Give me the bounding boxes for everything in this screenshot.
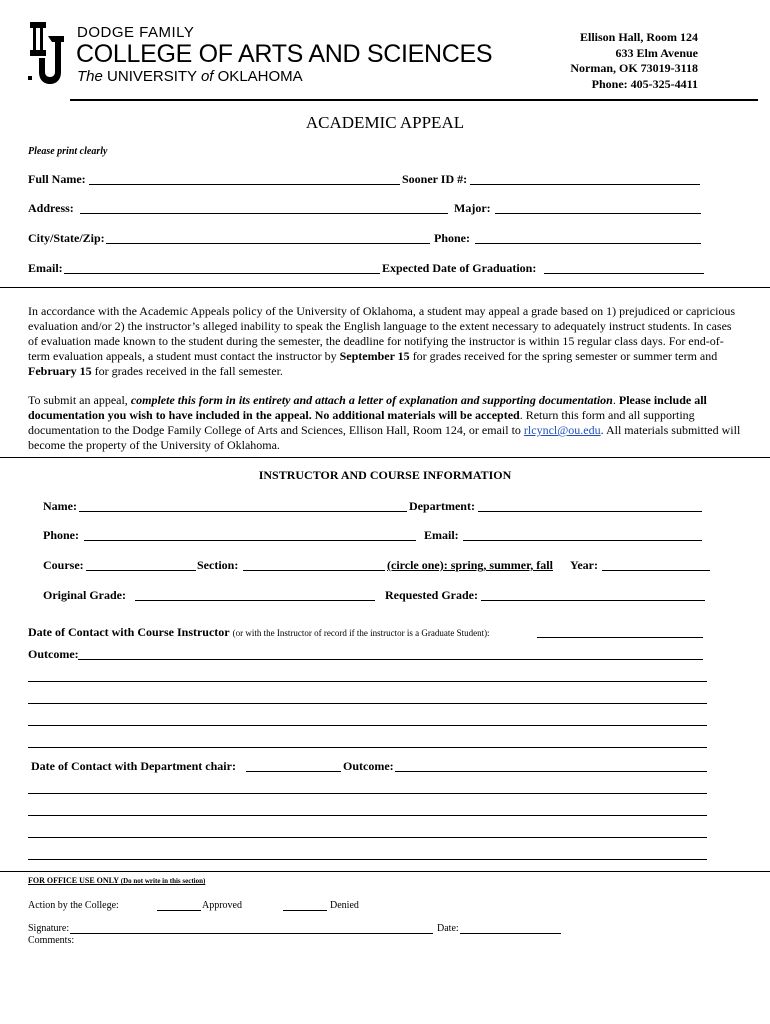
chair-outcome-field[interactable] [395, 771, 707, 772]
submit-text: To submit an appeal, [28, 393, 131, 407]
sooner-id-field[interactable] [470, 184, 700, 185]
course-field[interactable] [86, 570, 196, 571]
city-state-zip-label: City/State/Zip: [28, 231, 105, 245]
action-label: Action by the College: [28, 900, 119, 911]
instructor-outcome-field[interactable] [78, 659, 703, 660]
requested-grade-field[interactable] [481, 600, 705, 601]
year-label: Year: [570, 558, 598, 572]
requested-grade-label: Requested Grade: [385, 588, 478, 602]
chair-contact-label: Date of Contact with Department chair: [31, 759, 236, 773]
year-field[interactable] [602, 570, 710, 571]
submit-emphasis: complete this form in its entirety and attach a letter of explanation and supporting documentation [130, 393, 613, 407]
chair-outcome-line[interactable] [28, 815, 707, 816]
form-title: ACADEMIC APPEAL [305, 113, 465, 132]
expected-graduation-field[interactable] [544, 273, 704, 274]
approved-blank[interactable] [157, 910, 201, 911]
ou-logo [26, 18, 70, 88]
expected-graduation-label: Expected Date of Graduation: [382, 261, 537, 275]
original-grade-field[interactable] [135, 600, 375, 601]
major-field[interactable] [495, 213, 701, 214]
denied-blank[interactable] [283, 910, 327, 911]
office-use-note: (Do not write in this section) [120, 877, 206, 885]
instructor-outcome-line[interactable] [28, 703, 707, 704]
uni-the: The [77, 68, 103, 85]
header-college-name: COLLEGE OF ARTS AND SCIENCES [76, 40, 493, 68]
header-divider [70, 99, 758, 101]
submit-paragraph [28, 393, 743, 453]
office-address [438, 30, 698, 92]
department-label: Department: [409, 499, 475, 513]
comments-label: Comments: [28, 935, 75, 946]
policy-date-fall: February 15 [28, 364, 92, 378]
instructor-email-field[interactable] [463, 540, 702, 541]
phone-field[interactable] [475, 243, 701, 244]
chair-outcome-line[interactable] [28, 793, 707, 794]
instructor-name-label: Name: [43, 499, 77, 513]
address-line: Ellison Hall, Room 124 [579, 30, 698, 44]
submit-bold: Please include all documentation you wish to have included in the appeal. No additional materials will be accepted [28, 393, 707, 422]
signature-field[interactable] [70, 933, 433, 934]
term-circle-one[interactable]: (circle one): spring, summer, fall [387, 558, 553, 572]
policy-text: for grades received in the fall semester. [91, 364, 283, 378]
address-line: 633 Elm Avenue [615, 45, 698, 60]
section-divider [0, 287, 770, 288]
section-label: Section: [197, 558, 239, 572]
policy-date-spring: September 15 [339, 349, 410, 363]
policy-text: In accordance with the Academic Appeals policy of the University of Oklahoma, a student may appeal a grade based on 1) prejudiced or capricious evaluation and/or 2) the instructor’s alleged inability to speak the English language to the extent necessary to adequately instruct students. In cases of evaluation made known to the student during the semester, the deadline for notifying the instructor is within 15 regular class days. For end-of-term evaluation appeals, a student must contact the instructor by [28, 304, 736, 363]
header-university [77, 68, 303, 85]
approved-label: Approved [202, 900, 242, 911]
instructor-outcome-line[interactable] [28, 725, 707, 726]
instructor-outcome-line[interactable] [28, 747, 707, 748]
instructor-email-label: Email: [424, 528, 459, 542]
address-line: Phone: 405-325-4411 [591, 76, 698, 91]
city-state-zip-field[interactable] [106, 243, 430, 244]
office-divider [0, 871, 770, 872]
major-label: Major: [454, 201, 491, 215]
instructor-contact-row [28, 625, 490, 640]
chair-outcome-line[interactable] [28, 859, 707, 860]
phone-label: Phone: [434, 231, 470, 245]
policy-text: for grades received for the spring semester or summer term and [409, 349, 718, 363]
policy-paragraph [28, 304, 743, 379]
email-field[interactable] [64, 273, 380, 274]
chair-outcome-line[interactable] [28, 837, 707, 838]
email-link[interactable]: rlcyncl@ou.edu [523, 423, 601, 437]
uni-university: UNIVERSITY [107, 68, 197, 85]
address-line: Norman, OK 73019-3118 [570, 61, 698, 75]
chair-outcome-label: Outcome: [343, 759, 394, 773]
email-label: Email: [28, 261, 63, 275]
original-grade-label: Original Grade: [43, 588, 126, 602]
date-label: Date: [437, 923, 459, 934]
chair-contact-date-field[interactable] [246, 771, 341, 772]
full-name-label: Full Name: [28, 172, 86, 186]
instructor-phone-label: Phone: [43, 528, 79, 542]
uni-oklahoma: OKLAHOMA [217, 68, 303, 85]
denied-label: Denied [330, 900, 359, 911]
instructor-contact-label: Date of Contact with Course Instructor [28, 625, 230, 639]
address-field[interactable] [80, 213, 448, 214]
please-print-note: Please print clearly [28, 146, 108, 157]
office-use-label: FOR OFFICE USE ONLY [28, 876, 119, 885]
instructor-contact-note: (or with the Instructor of record if the instructor is a Graduate Student): [232, 628, 490, 638]
section-divider [0, 457, 770, 458]
section-field[interactable] [243, 570, 385, 571]
course-label: Course: [43, 558, 84, 572]
instructor-phone-field[interactable] [84, 540, 416, 541]
instructor-name-field[interactable] [79, 511, 407, 512]
date-field[interactable] [460, 933, 561, 934]
signature-label: Signature: [28, 923, 70, 934]
sooner-id-label: Sooner ID #: [402, 172, 468, 186]
submit-text: . Return this form and all supporting documentation to the Dodge Family College of Arts and Sciences, Ellison Hall, Room 124, or email to [28, 408, 695, 437]
department-field[interactable] [478, 511, 702, 512]
address-label: Address: [28, 201, 74, 215]
instructor-section-title: INSTRUCTOR AND COURSE INFORMATION [258, 468, 512, 482]
full-name-field[interactable] [89, 184, 400, 185]
instructor-outcome-line[interactable] [28, 681, 707, 682]
instructor-contact-date-field[interactable] [537, 637, 703, 638]
instructor-outcome-label: Outcome: [28, 647, 79, 661]
submit-text: . [612, 393, 619, 407]
office-use-title [28, 876, 205, 885]
submit-text: . All materials submitted will become the property of the University of Oklahoma. [28, 423, 741, 452]
header-dodge-family: DODGE FAMILY [77, 24, 195, 41]
uni-of: of [200, 68, 214, 85]
